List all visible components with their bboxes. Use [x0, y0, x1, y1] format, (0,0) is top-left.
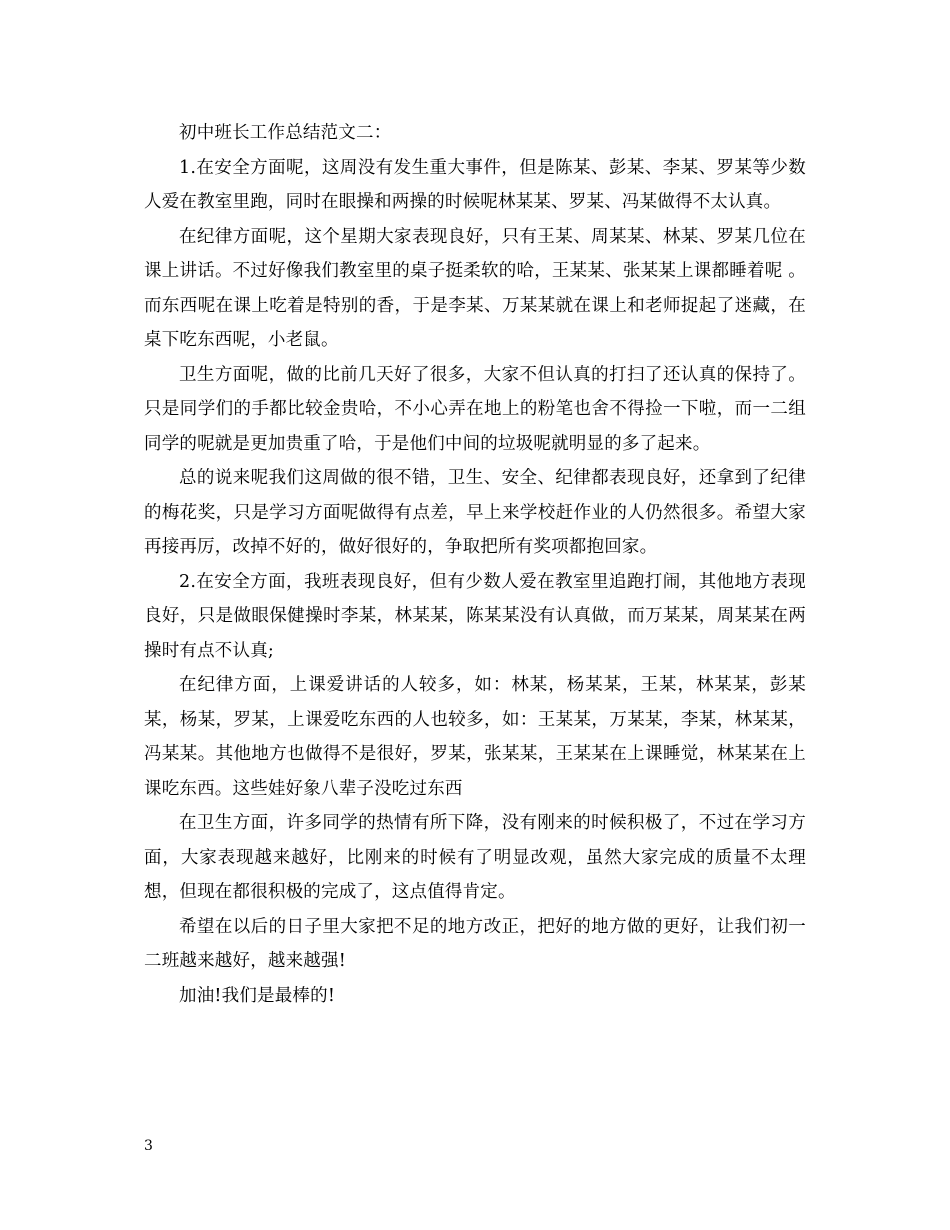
paragraph-hygiene-1: 卫生方面呢，做的比前几天好了很多，大家不但认真的打扫了还认真的保持了。只是同学们的手都比较金贵哈，不小心弄在地上的粉笔也舍不得捡一下啦，而一二组同学的呢就是更加贵重了哈，于是他们中间的垃圾呢就明显的多了起来。 [144, 364, 806, 454]
paragraph-safety-1: 1.在安全方面呢，这周没有发生重大事件，但是陈某、彭某、李某、罗某等少数人爱在教室里跑，同时在眼操和两操的时候呢林某某、罗某、冯某做得不太认真。 [144, 157, 806, 212]
paragraph-hygiene-2: 在卫生方面，许多同学的热情有所下降，没有刚来的时候积极了，不过在学习方面，大家表现越来越好，比刚来的时候有了明显改观，虽然大家完成的质量不太理想，但现在都很积极的完成了，这点值得肯定。 [144, 813, 806, 902]
paragraph-cheer: 加油!我们是最棒的! [179, 985, 336, 1006]
page-number: 3 [144, 1138, 153, 1154]
document-title: 初中班长工作总结范文二： [179, 123, 392, 143]
paragraph-summary-1: 总的说来呢我们这周做的很不错，卫生、安全、纪律都表现良好，还拿到了纪律的梅花奖，只是学习方面呢做得有点差，早上来学校赶作业的人仍然很多。希望大家再接再厉，改掉不好的，做好很好的，争取把所有奖项都抱回家。 [144, 468, 806, 557]
paragraph-safety-2: 2.在安全方面，我班表现良好，但有少数人爱在教室里追跑打闹，其他地方表现良好，只是做眼保健操时李某，林某某，陈某某没有认真做，而万某某，周某某在两操时有点不认真; [144, 571, 806, 661]
paragraph-hope: 希望在以后的日子里大家把不足的地方改正，把好的地方做的更好，让我们初一二班越来越好，越来越强! [144, 916, 806, 971]
paragraph-discipline-1: 在纪律方面呢，这个星期大家表现良好，只有王某、周某某、林某、罗某几位在课上讲话。不过好像我们教室里的桌子挺柔软的哈，王某某、张某某上课都睡着呢 。而东西呢在课上吃着是特别的香，于是李某、万某某就在课上和老师捉起了迷藏，在桌下吃东西呢，小老鼠。 [144, 226, 806, 350]
document-body [144, 116, 806, 1013]
paragraph-discipline-2: 在纪律方面，上课爱讲话的人较多，如：林某，杨某某，王某，林某某，彭某某，杨某，罗某，上课爱吃东西的人也较多，如：王某某，万某某，李某，林某某，冯某某。其他地方也做得不是很好，罗某，张某某，王某某在上课睡觉，林某某在上课吃东西。这些娃好象八辈子没吃过东西 [144, 675, 806, 799]
